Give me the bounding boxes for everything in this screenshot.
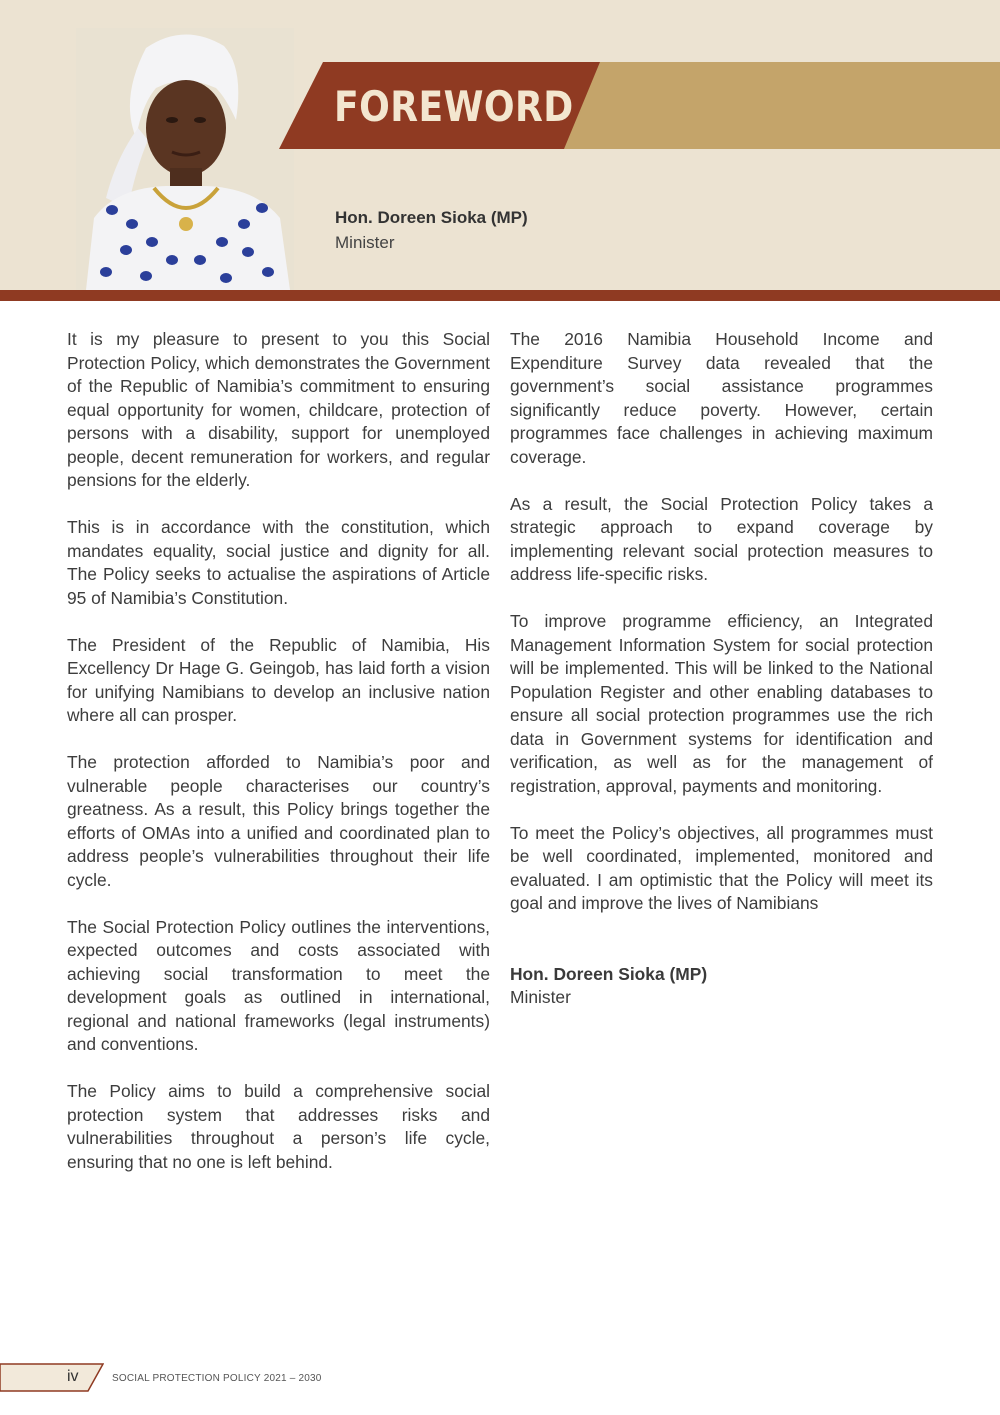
header-minister-name: Hon. Doreen Sioka (MP): [335, 208, 528, 227]
footer-page-tab: [0, 1363, 104, 1392]
signature-block: [510, 963, 933, 1010]
paragraph: The 2016 Namibia Household Income and Expenditure Survey data revealed that the government’s social assistance programmes significantly reduce poverty. However, certain programmes face challenges in achieving maximum coverage.: [510, 329, 933, 467]
signature-name: Hon. Doreen Sioka (MP): [510, 963, 708, 984]
minister-portrait: [76, 28, 294, 290]
paragraph: It is my pleasure to present to you this Social Protection Policy, which demonstrates the Government of the Republic of Namibia’s commitment to ensuring equal opportunity for women, childcare, protection of persons with a disability, support for unemployed people, decent remuneration for workers, and regular pensions for the elderly.: [67, 329, 490, 490]
signature-role: Minister: [510, 987, 571, 1007]
header-minister-role: Minister: [335, 233, 395, 252]
paragraph: This is in accordance with the constitution, which mandates equality, social justice and dignity for all. The Policy seeks to actualise the aspirations of Article 95 of Namibia’s Constitution.: [67, 517, 490, 608]
left-column: [67, 328, 490, 1198]
paragraph: To meet the Policy’s objectives, all programmes must be well coordinated, implemented, monitored and evaluated. I am optimistic that the Policy will meet its goal and improve the lives of Namibians: [510, 822, 933, 913]
paragraph: The Policy aims to build a comprehensive social protection system that addresses risks and vulnerabilities throughout a person’s life cycle, ensuring that no one is left behind.: [67, 1081, 490, 1172]
header-divider: [0, 290, 1000, 301]
paragraph: As a result, the Social Protection Policy takes a strategic approach to expand coverage by implementing relevant social protection measures to address life-specific risks.: [510, 493, 933, 584]
page-number: iv: [67, 1368, 79, 1385]
paragraph: The President of the Republic of Namibia, His Excellency Dr Hage G. Geingob, has laid forth a vision for unifying Namibians to develop an inclusive nation where all can prosper.: [67, 634, 490, 725]
footer-document-title: SOCIAL PROTECTION POLICY 2021 – 2030: [112, 1373, 322, 1384]
paragraph: The Social Protection Policy outlines the interventions, expected outcomes and costs associated with achieving social transformation to meet the development goals as outlined in international, regional and national frameworks (legal instruments) and conventions.: [67, 916, 490, 1054]
paragraph: To improve programme efficiency, an Integrated Management Information System for social protection will be implemented. This will be linked to the National Population Register and other enabling databases to ensure all social protection programmes use the rich data in Government systems for identification and verification, as well as for the management of registration, approval, payments and monitoring.: [510, 611, 933, 796]
right-column: [510, 328, 933, 1010]
paragraph: The protection afforded to Namibia’s poor and vulnerable people characterises our country’s greatness. As a result, this Policy brings together the efforts of OMAs into a unified and coordinated plan to address people’s vulnerabilities throughout their life cycle.: [67, 752, 490, 890]
page-title: FOREWORD: [334, 82, 574, 131]
